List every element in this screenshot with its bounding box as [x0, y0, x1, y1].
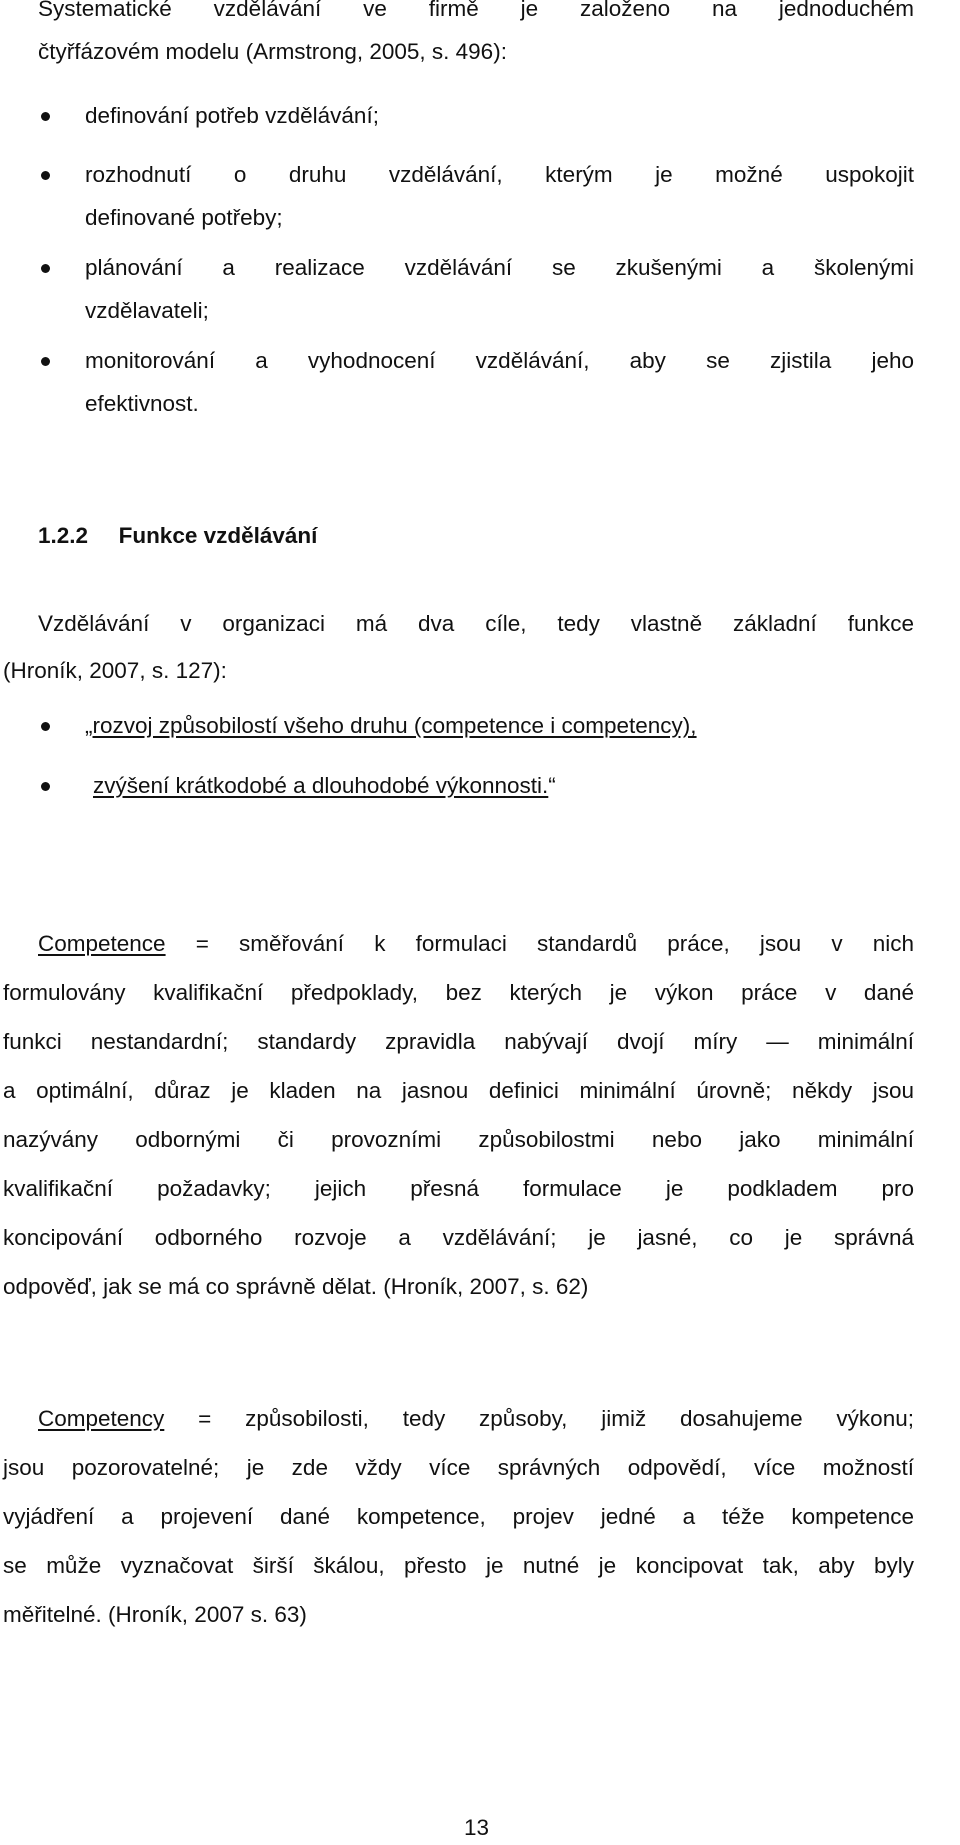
- bullet-icon: [41, 357, 50, 366]
- functions-intro-line-2: (Hroník, 2007, s. 127):: [3, 658, 227, 683]
- section-title: Funkce vzdělávání: [118, 523, 318, 548]
- bullet-icon: [41, 264, 50, 273]
- competency-line-1: [38, 1404, 914, 1434]
- bullet-icon: [41, 782, 50, 791]
- competence-line-6: kvalifikační požadavky; jejich přesná formulace je podkladem pro: [3, 1176, 914, 1201]
- phase-2-line-1: rozhodnutí o druhu vzdělávání, kterým je možné uspokojit: [85, 162, 914, 187]
- phase-2-line-2: definované potřeby;: [85, 205, 283, 230]
- competence-line-8: odpověď, jak se má co správně dělat. (Hroník, 2007, s. 62): [3, 1274, 589, 1299]
- function-item-1: [85, 711, 697, 741]
- competency-term: Competency: [38, 1406, 165, 1431]
- competence-term: Competence: [38, 931, 166, 956]
- phase-3-line-1: plánování a realizace vzdělávání se zkušenými a školenými: [85, 255, 914, 280]
- function-text-1: rozvoj způsobilostí všeho druhu (competence i competency),: [92, 713, 697, 738]
- close-quote: “: [548, 773, 556, 798]
- phase-4-line-1: monitorování a vyhodnocení vzdělávání, aby se zjistila jeho: [85, 348, 914, 373]
- competence-line-3: funkci nestandardní; standardy zpravidla nabývají dvojí míry — minimální: [3, 1029, 914, 1054]
- competence-line-5: nazývány odbornými či provozními způsobilostmi nebo jako minimální: [3, 1127, 914, 1152]
- page-number: 13: [464, 1815, 490, 1840]
- bullet-icon: [41, 171, 50, 180]
- section-heading: [38, 521, 317, 551]
- section-number: 1.2.2: [38, 523, 89, 548]
- bullet-icon: [41, 112, 50, 121]
- bullet-icon: [41, 722, 50, 731]
- open-quote: „: [85, 713, 93, 738]
- competence-line-2: formulovány kvalifikační předpoklady, bez kterých je výkon práce v dané: [3, 980, 914, 1005]
- intro-line-1: Systematické vzdělávání ve firmě je založeno na jednoduchém: [38, 0, 914, 21]
- competency-line-5: měřitelné. (Hroník, 2007 s. 63): [3, 1602, 307, 1627]
- functions-intro-line-1: Vzdělávání v organizaci má dva cíle, tedy vlastně základní funkce: [38, 611, 914, 636]
- phase-4-line-2: efektivnost.: [85, 391, 199, 416]
- competence-text-1: = směřování k formulaci standardů práce, jsou v nich: [195, 931, 914, 956]
- competence-line-4: a optimální, důraz je kladen na jasnou definici minimální úrovně; někdy jsou: [3, 1078, 914, 1103]
- phase-3-line-2: vzdělavateli;: [85, 298, 209, 323]
- competence-line-7: koncipování odborného rozvoje a vzdělávání; je jasné, co je správná: [3, 1225, 914, 1250]
- competence-line-1: [38, 929, 914, 959]
- competency-line-2: jsou pozorovatelné; je zde vždy více správných odpovědí, více možností: [3, 1455, 914, 1480]
- function-item-2: [93, 771, 556, 801]
- phase-1-line-1: definování potřeb vzdělávání;: [85, 103, 379, 128]
- intro-line-2: čtyřfázovém modelu (Armstrong, 2005, s. 496):: [38, 39, 507, 64]
- competency-line-3: vyjádření a projevení dané kompetence, projev jedné a téže kompetence: [3, 1504, 914, 1529]
- competency-line-4: se může vyznačovat širší škálou, přesto je nutné je koncipovat tak, aby byly: [3, 1553, 914, 1578]
- competency-text-1: = způsobilosti, tedy způsoby, jimiž dosahujeme výkonu;: [198, 1406, 914, 1431]
- function-text-2: zvýšení krátkodobé a dlouhodobé výkonnosti.: [93, 773, 549, 798]
